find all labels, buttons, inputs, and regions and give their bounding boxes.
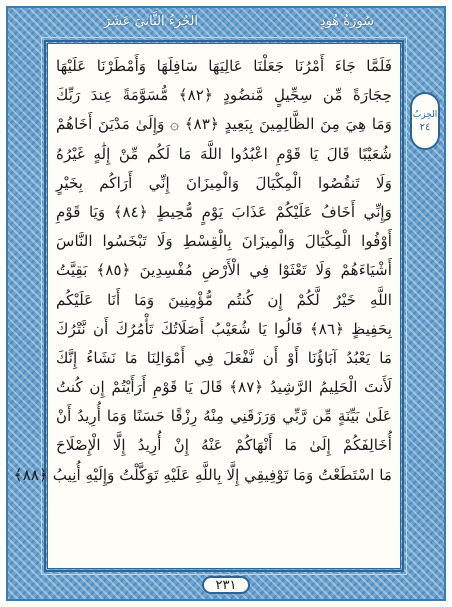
text-line: شُعَيْبًا قَالَ يَا قَوْمِ اعْبُدُوا اللَّهَ مَا لَكُم مِّنْ إِلَٰهٍ غَيْرُهُ <box>56 144 392 163</box>
surah-label: سُورَةُ هُودٍ <box>319 14 374 29</box>
page-number: ٢٣١ <box>202 576 250 594</box>
text-line: وَلَا تَنقُصُوا الْمِكْيَالَ وَالْمِيزَانَ إِنِّي أَرَاكُم بِخَيْرٍ <box>56 173 392 192</box>
text-line: وَإِنِّي أَخَافُ عَلَيْكُمْ عَذَابَ يَوْمٍ مُّحِيطٍ ﴿٨٤﴾ وَيَا قَوْمِ <box>56 202 392 221</box>
hizb-number: ٢٤ <box>419 121 431 133</box>
text-line: اللَّهِ خَيْرٌ لَّكُمْ إِن كُنتُم مُّؤْمِنِينَ وَمَا أَنَا عَلَيْكُم <box>56 290 392 309</box>
hizb-badge <box>410 92 440 150</box>
text-line: حِجَارَةً مِّن سِجِّيلٍ مَّنضُودٍ ﴿٨٢﴾ مُّسَوَّمَةً عِندَ رَبِّكَ <box>56 86 392 105</box>
text-line: فَلَمَّا جَاءَ أَمْرُنَا جَعَلْنَا عَالِيَهَا سَافِلَهَا وَأَمْطَرْنَا عَلَيْهَا <box>56 57 392 75</box>
hizb-label: الحِزبُ <box>412 109 438 120</box>
text-line: أُخَالِفَكُمْ إِلَىٰ مَا أَنْهَاكُمْ عَنْهُ إِنْ أُرِيدُ إِلَّا الْإِصْلَاحَ <box>56 436 392 455</box>
text-line: مَا يَعْبُدُ آبَاؤُنَا أَوْ أَن نَّفْعَلَ فِي أَمْوَالِنَا مَا نَشَاءُ إِنَّكَ <box>56 348 392 367</box>
text-line: لَأَنتَ الْحَلِيمُ الرَّشِيدُ ﴿٨٧﴾ قَالَ يَا قَوْمِ أَرَأَيْتُمْ إِن كُنتُ <box>56 378 392 397</box>
text-line: مَا اسْتَطَعْتُ وَمَا تَوْفِيقِي إِلَّا بِاللَّهِ عَلَيْهِ تَوَكَّلْتُ وَإِلَيْهِ أُنِيبُ ﴿٨٨﴾ <box>13 465 392 484</box>
quran-text-block <box>13 52 392 560</box>
text-line: بِحَفِيظٍ ﴿٨٦﴾ قَالُوا يَا شُعَيْبُ أَصَلَاتُكَ تَأْمُرُكَ أَن نَّتْرُكَ <box>56 319 392 338</box>
juz-label: الجُزءُ الثَّانيَ عَشَرَ <box>104 14 198 29</box>
hizb-marker <box>408 86 442 156</box>
text-line: عَلَىٰ بَيِّنَةٍ مِّن رَّبِّي وَرَزَقَنِي مِنْهُ رِزْقًا حَسَنًا وَمَا أُرِيدُ أَنْ <box>56 407 392 426</box>
text-line: أَوْفُوا الْمِكْيَالَ وَالْمِيزَانَ بِالْقِسْطِ وَلَا تَبْخَسُوا النَّاسَ <box>56 232 392 251</box>
page-header <box>44 14 404 34</box>
mushaf-page <box>13 43 401 569</box>
text-line: أَشْيَاءَهُمْ وَلَا تَعْثَوْا فِي الْأَرْضِ مُفْسِدِينَ ﴿٨٥﴾ بَقِيَّتُ <box>56 261 392 280</box>
text-line: وَمَا هِيَ مِنَ الظَّالِمِينَ بِبَعِيدٍ ﴿٨٣﴾ ۞ وَإِلَىٰ مَدْيَنَ أَخَاهُمْ <box>56 115 392 134</box>
